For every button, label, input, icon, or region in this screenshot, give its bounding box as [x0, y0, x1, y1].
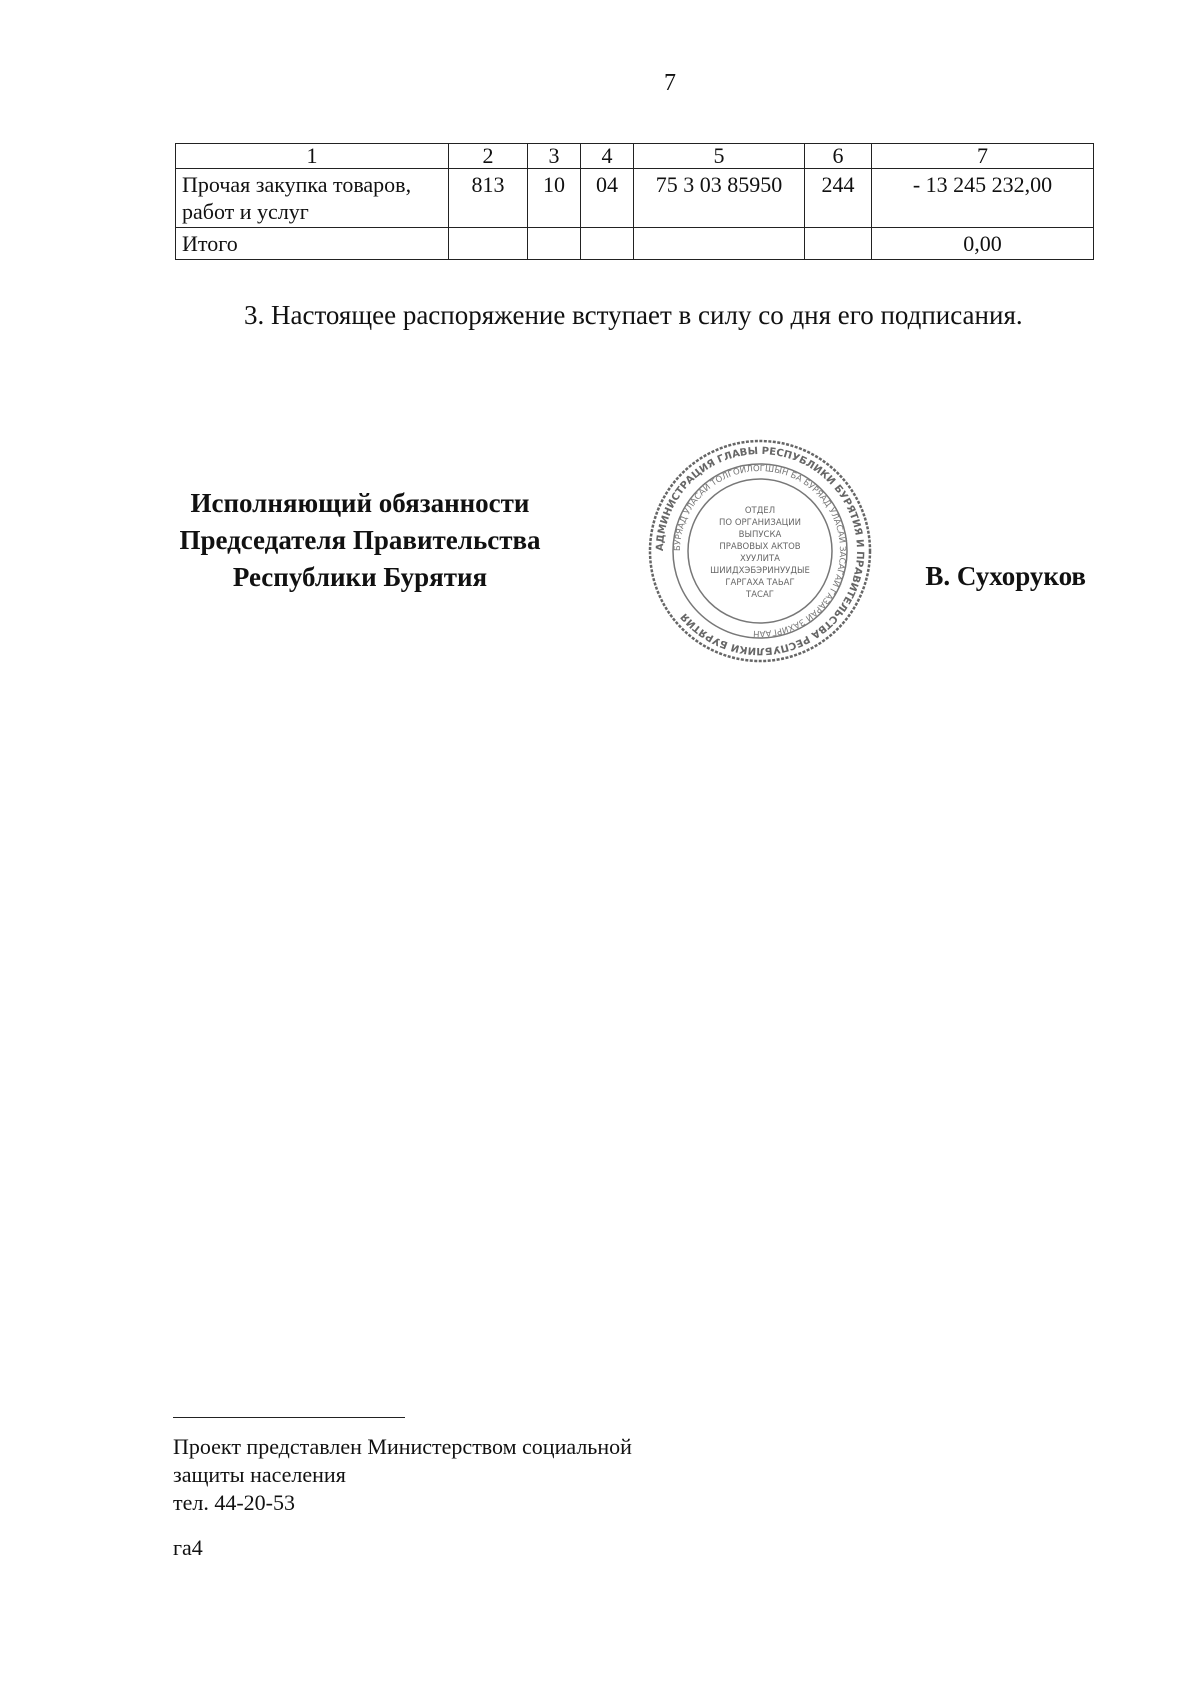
seal-inner-text: БУРЯАД УЛАСАЙ ТОЛГОЙЛОГШЫН БА БУРЯАД УЛАСАЙ ЗАСАГАЙ ГАЗАРАЙ ЗАХИРГААН	[672, 463, 848, 639]
position-line: Республики Бурятия	[232, 562, 488, 592]
header-cell: 3	[528, 144, 581, 169]
table-cell	[581, 228, 634, 260]
footnote-line: Проект представлен Министерством социальной	[173, 1434, 632, 1459]
table-cell: 10	[528, 169, 581, 228]
table-cell: Итого	[176, 228, 449, 260]
footnote-line: защиты населения	[173, 1462, 346, 1487]
header-cell: 1	[176, 144, 449, 169]
table-cell: Прочая закупка товаров, работ и услуг	[176, 169, 449, 228]
table-cell	[634, 228, 805, 260]
table-cell: 04	[581, 169, 634, 228]
header-cell: 6	[805, 144, 872, 169]
header-cell: 4	[581, 144, 634, 169]
table-header-row	[176, 144, 1094, 169]
seal-center-line: ГАРГАХА ТАЬАГ	[725, 578, 795, 588]
seal-center	[710, 506, 810, 600]
table-cell: 75 3 03 85950	[634, 169, 805, 228]
table-row	[176, 169, 1094, 228]
page-number: 7	[664, 70, 676, 96]
seal-center-line: ПО ОРГАНИЗАЦИИ	[719, 518, 801, 528]
header-cell: 2	[449, 144, 528, 169]
table-cell	[449, 228, 528, 260]
header-cell: 7	[872, 144, 1094, 169]
document-code: га4	[173, 1535, 203, 1560]
table-cell: - 13 245 232,00	[872, 169, 1094, 228]
seal-center-line: ТАСАГ	[746, 590, 774, 600]
budget-table	[175, 143, 1094, 260]
table-cell: 0,00	[872, 228, 1094, 260]
seal-center-line: ПРАВОВЫХ АКТОВ	[719, 542, 801, 552]
table-row-total	[176, 228, 1094, 260]
seal-center-line: ВЫПУСКА	[738, 530, 782, 540]
table-cell	[528, 228, 581, 260]
position-line: Исполняющий обязанности	[190, 488, 530, 518]
signer-name: В. Сухоруков	[925, 561, 1086, 591]
header-cell: 5	[634, 144, 805, 169]
signatory-position	[140, 485, 580, 596]
clause-3: 3. Настоящее распоряжение вступает в силу со дня его подписания.	[244, 300, 1023, 330]
table-cell: 813	[449, 169, 528, 228]
seal-outer-text: АДМИНИСТРАЦИЯ ГЛАВЫ РЕСПУБЛИКИ БУРЯТИЯ И ПРАВИТЕЛЬСТВА РЕСПУБЛИКИ БУРЯТИЯ	[654, 445, 866, 657]
table-cell	[805, 228, 872, 260]
seal-center-line: ХУУЛИТА	[740, 554, 780, 564]
table-cell: 244	[805, 169, 872, 228]
position-line: Председателя Правительства	[179, 525, 541, 555]
seal-center-line: ШИИДХЭБЭРИНУУДЫЕ	[710, 566, 810, 576]
footnote	[173, 1417, 632, 1517]
footnote-line: тел. 44-20-53	[173, 1490, 296, 1515]
seal-center-line: ОТДЕЛ	[744, 506, 776, 516]
official-seal	[647, 438, 873, 664]
